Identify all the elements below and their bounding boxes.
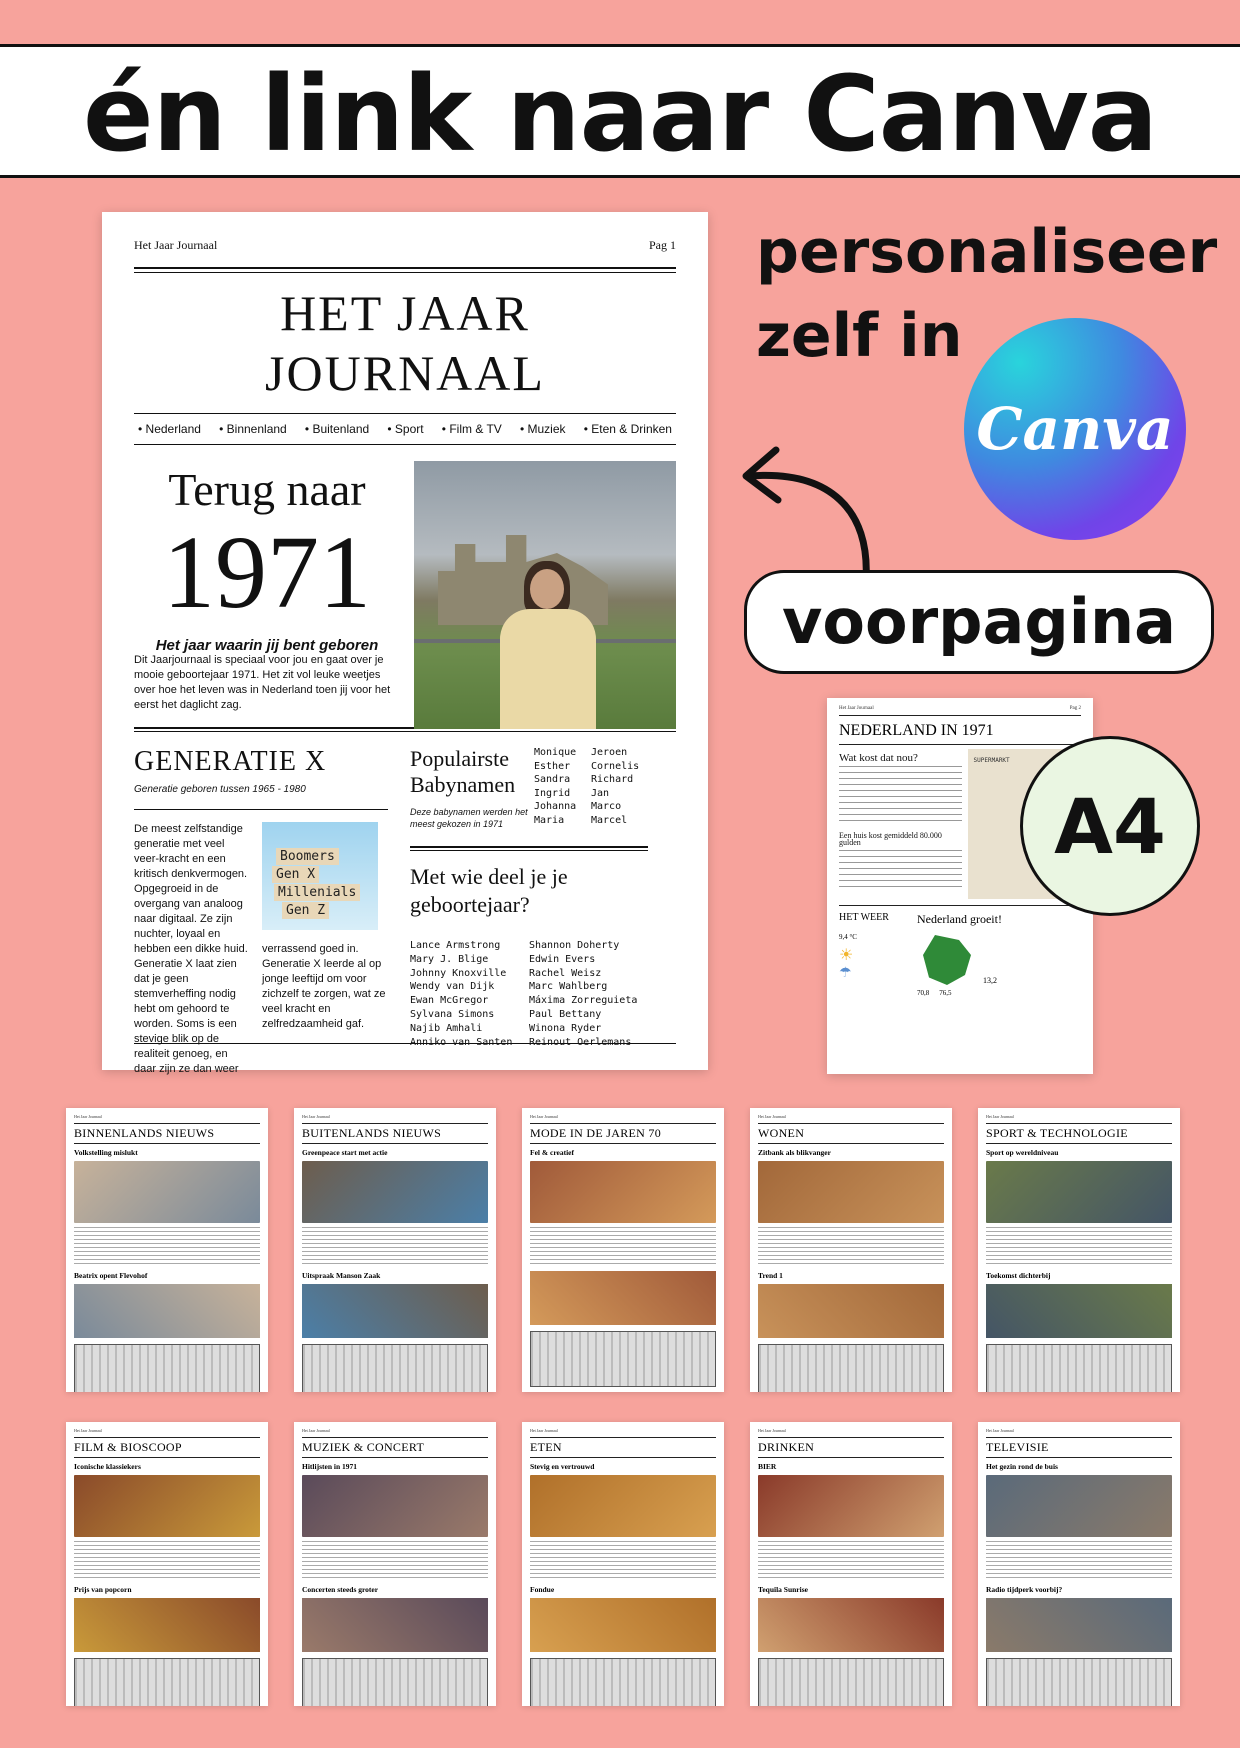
thumb-photo [986,1284,1172,1338]
thumb-advert [302,1658,488,1706]
thumb-header [74,1428,260,1433]
netherlands-map-icon [917,935,977,985]
thumb-photo [530,1161,716,1223]
nav-item: • Nederland [138,422,201,436]
celebrity: Ewan McGregor [410,995,489,1007]
text-lines [74,1227,260,1267]
population-value: 13,2 [983,976,997,985]
block-label: Gen Z [282,902,329,919]
header-left: Het Jaar Journaal [986,1428,1014,1433]
nav-item: • Sport [387,422,423,436]
share-col-right [529,939,648,1049]
thumb-photo [74,1475,260,1537]
celebrity: Edwin Evers [529,953,596,965]
thumb-subtitle: Stevig en vertrouwd [530,1462,595,1471]
a4-label: A4 [1054,781,1166,871]
header-right: Pag 1 [649,238,676,252]
text-lines [530,1227,716,1267]
thumb-title: MODE IN DE JAREN 70 [530,1123,716,1144]
thumb-title: DRINKEN [758,1437,944,1458]
thumb-subtitle-2: Concerten steeds groter [302,1585,379,1594]
thumb-photo [986,1598,1172,1652]
celebrity: Anniko van Santen [410,1036,513,1048]
block-label: Boomers [276,848,339,865]
header-left: Het Jaar Journaal [758,1428,786,1433]
thumb-title: WONEN [758,1123,944,1144]
celebrity: Wendy van Dijk [410,981,495,993]
thumb-photo [74,1598,260,1652]
header-left: Het Jaar Journaal [74,1428,102,1433]
nav-item: • Binnenland [219,422,287,436]
celebrity: Paul Bettany [529,1008,602,1020]
thumb-advert [530,1331,716,1387]
voorpagina-label: voorpagina [781,585,1176,658]
thumb-subtitle-2: Toekomst dichterbij [986,1271,1051,1280]
header-left: Het Jaar Journaal [530,1428,558,1433]
generation-title: GENERATIE X [134,746,327,777]
divider [134,809,388,810]
baby-title: Populairste Babynamen [410,746,516,797]
thumb-subtitle: Volkstelling mislukt [74,1148,138,1157]
text-lines [302,1541,488,1581]
celebrity: Máxima Zorreguieta [529,995,638,1007]
divider [134,267,676,273]
thumb-photo [758,1284,944,1338]
text-lines [839,850,962,890]
header-left: Het Jaar Journaal [302,1114,330,1119]
name: Ingrid [534,787,571,799]
thumb-subtitle-2: Radio tijdperk voorbij? [986,1585,1063,1594]
name: Cornelis [591,760,640,772]
thumb-header [758,1428,944,1433]
page-thumbnail [750,1422,952,1706]
thumb-subtitle-2: Fondue [530,1585,555,1594]
block-label: Millenials [274,884,360,901]
divider [134,1043,676,1044]
page2-left [839,749,962,899]
thumb-title: TELEVISIE [986,1437,1172,1458]
front-page-preview [102,212,708,1075]
share-col-left [410,939,529,1049]
text-lines [302,1227,488,1267]
name: Sandra [534,774,571,785]
thumb-subtitle-2: Tequila Sunrise [758,1585,808,1594]
thumb-subtitle: Greenpeace start met actie [302,1148,388,1157]
nav-item: • Muziek [520,422,566,436]
page-thumbnail [66,1422,268,1706]
celebrity: Lance Armstrong [410,940,501,951]
thumb-advert [986,1344,1172,1392]
thumb-title: BINNENLANDS NIEUWS [74,1123,260,1144]
thumb-subtitle: Hitlijsten in 1971 [302,1462,358,1471]
thumb-subtitle: Sport op wereldniveau [986,1148,1059,1157]
rain-icon: ☂ [839,966,852,981]
personaliseer-line1: personaliseer [756,217,1218,287]
a4-badge [1020,736,1200,916]
names-column [410,746,648,1077]
voorpagina-pill [744,570,1214,674]
intro-text: Dit Jaarjournaal is speciaal voor jou en gaat over je mooie geboortejaar 1971. Het zit vol leuke weetjes over hoe het leven was in Nederland toen jij voor het eerst het daglicht zag. [134,654,391,711]
generation-subtitle: Generatie geboren tussen 1965 - 1980 [134,784,306,795]
text-lines [986,1541,1172,1581]
thumb-photo [758,1161,944,1223]
page-thumbnail [294,1422,496,1706]
life-m: 70,8 [917,989,930,997]
thumb-advert [530,1658,716,1706]
thumb-subtitle: Het gezin rond de buis [986,1462,1058,1471]
canva-logo [964,318,1186,540]
front-page-header [134,238,676,253]
sun-icon: ☀ [839,947,854,964]
thumb-photo [302,1284,488,1338]
person-body-shape [500,609,596,729]
growth-stats [917,935,1081,985]
baby-heading [410,746,534,830]
thumb-photo [302,1475,488,1537]
thumb-advert [986,1658,1172,1706]
newspaper-title: HET JAAR JOURNAAL [265,285,545,401]
canva-logo-text: Canva [976,395,1174,463]
thumb-subtitle-2: Trend 1 [758,1271,783,1280]
person-head-shape [530,569,564,609]
baby-subtitle: Deze babynamen werden het meest gekozen in 1971 [410,807,528,829]
name: Richard [591,774,634,785]
thumb-header [302,1114,488,1119]
header-left: Het Jaar Journaal [530,1114,558,1119]
thumb-header [986,1114,1172,1119]
name: Marcel [591,814,628,826]
personaliseer-line2: zelf in [756,301,963,371]
weather-section [839,905,1081,997]
generation-text: De meest zelfstandige generatie met veel veer-kracht en een kritisch denkvermogen. Opgegroeid in de overgang van analoog naar digitaal. Ze zijn nuchter, loyaal en hebben een dikke huid. Generatie X laat zien dat je geen stemverheffing nodig hebt om gehoord te worden. Soms is een stevige blik op de realiteit genoeg, en daar zijn ze dan weer [134,823,248,1075]
thumb-photo [530,1475,716,1537]
thumb-advert [758,1658,944,1706]
celebrity: Reinout Oerlemans [529,1036,632,1048]
text-lines [530,1541,716,1581]
boy-names [591,746,648,830]
thumb-title: SPORT & TECHNOLOGIE [986,1123,1172,1144]
generation-text-continued: verrassend goed in. Generatie X leerde al op jonge leeftijd om voor zichzelf te zorgen, wat ze veel kracht en zelfredzaamheid gaf. [262,943,386,1030]
celebrity: Sylvana Simons [410,1008,495,1020]
page-thumbnail [522,1108,724,1392]
thumb-advert [74,1344,260,1392]
celebrity: Mary J. Blige [410,953,489,965]
receipt-title: SUPERMARKT [973,757,1010,764]
thumb-advert [74,1658,260,1706]
banner-title: én link naar Canva [83,53,1157,175]
nav-item: • Film & TV [442,422,502,436]
thumb-photo [530,1598,716,1652]
page2-header [839,706,1081,711]
thumb-header [74,1114,260,1119]
life-v: 76,5 [939,989,952,997]
page-thumbnail [66,1108,268,1392]
text-lines [758,1227,944,1267]
nav-item: • Buitenland [305,422,369,436]
text-lines [758,1541,944,1581]
thumb-advert [758,1344,944,1392]
share-list [410,939,648,1049]
page-thumbnail [294,1108,496,1392]
thumb-header [530,1428,716,1433]
kost-title: Wat kost dat nou? [839,752,918,764]
celebrity: Marc Wahlberg [529,981,608,993]
lower-section [134,746,676,1077]
header-left: Het Jaar Journaal [302,1428,330,1433]
name: Johanna [534,801,577,812]
celebrity: Shannon Doherty [529,940,620,951]
thumb-title: MUZIEK & CONCERT [302,1437,488,1458]
header-right: Pag 2 [1069,706,1081,711]
page-thumbnail [522,1422,724,1706]
divider [410,846,648,851]
celebrity: Johnny Knoxville [410,967,507,979]
nav-item: • Eten & Drinken [584,422,672,436]
weather-title: HET WEER [839,912,889,923]
celebrity: Winona Ryder [529,1022,602,1034]
thumb-photo [74,1284,260,1338]
life-expectancy [917,989,1081,997]
thumb-title: BUITENLANDS NIEUWS [302,1123,488,1144]
thumb-subtitle: Zitbank als blikvanger [758,1148,831,1157]
thumb-photo [302,1161,488,1223]
curved-arrow-icon [730,420,890,590]
thumb-photo [302,1598,488,1652]
header-left: Het Jaar Journaal [74,1114,102,1119]
header-left: Het Jaar Journaal [758,1114,786,1119]
hero-year: 1971 [162,515,371,630]
name: Maria [534,814,565,826]
header-left: Het Jaar Journaal [986,1114,1014,1119]
girl-names [534,746,591,830]
name: Esther [534,760,571,772]
weather-temp: 9,4 °C [839,933,857,941]
page-thumbnail [750,1108,952,1392]
header-left: Het Jaar Journaal [839,706,874,711]
celebrity: Rachel Weisz [529,967,602,979]
celebrity: Najib Amhali [410,1022,483,1034]
top-banner [0,44,1240,178]
header-left: Het Jaar Journaal [134,238,218,252]
hero-photo [414,461,676,729]
divider [839,715,1081,716]
thumb-subtitle: Iconische klassiekers [74,1462,141,1471]
text-lines [986,1227,1172,1267]
thumb-header [986,1428,1172,1433]
thumb-header [758,1114,944,1119]
thumb-photo [74,1161,260,1223]
thumb-photo [758,1475,944,1537]
hero-subtitle: Het jaar waarin jij bent geboren [155,637,379,654]
text-lines [839,766,962,826]
name: Marco [591,801,622,812]
generation-blocks-image [262,822,378,930]
thumb-advert [302,1344,488,1392]
section-nav [134,414,676,444]
thumb-subtitle-2: Uitspraak Manson Zaak [302,1271,381,1280]
page-thumbnail [978,1108,1180,1392]
divider [134,444,676,445]
huis-title: Een huis kost gemiddeld 80.000 gulden [839,831,942,847]
thumb-photo [986,1161,1172,1223]
name: Monique [534,747,577,758]
block-label: Gen X [272,866,319,883]
text-lines [74,1541,260,1581]
name: Jan [591,787,610,799]
thumb-title: ETEN [530,1437,716,1458]
thumb-subtitle-2: Beatrix opent Flevohof [74,1271,148,1280]
thumb-photo [530,1271,716,1325]
baby-names [410,746,648,830]
divider [839,744,1081,745]
growth-title: Nederland groeit! [917,912,1002,926]
thumb-photo [758,1598,944,1652]
name: Jeroen [591,747,628,758]
thumb-subtitle: BIER [758,1462,777,1471]
generation-right [262,822,388,1077]
growth-column [917,912,1081,997]
hero-kicker: Terug naar [168,464,366,515]
thumb-subtitle-2: Prijs van popcorn [74,1585,132,1594]
thumb-title: FILM & BIOSCOOP [74,1437,260,1458]
thumb-subtitle: Fel & creatief [530,1148,575,1157]
thumb-header [302,1428,488,1433]
generation-body [134,822,388,1077]
thumb-header [530,1114,716,1119]
page2-title: NEDERLAND IN 1971 [839,722,994,739]
share-title: Met wie deel je je geboortejaar? [410,864,568,917]
page-thumbnail [978,1422,1180,1706]
weather-column [839,912,917,997]
thumb-photo [986,1475,1172,1537]
generation-column [134,746,388,1077]
